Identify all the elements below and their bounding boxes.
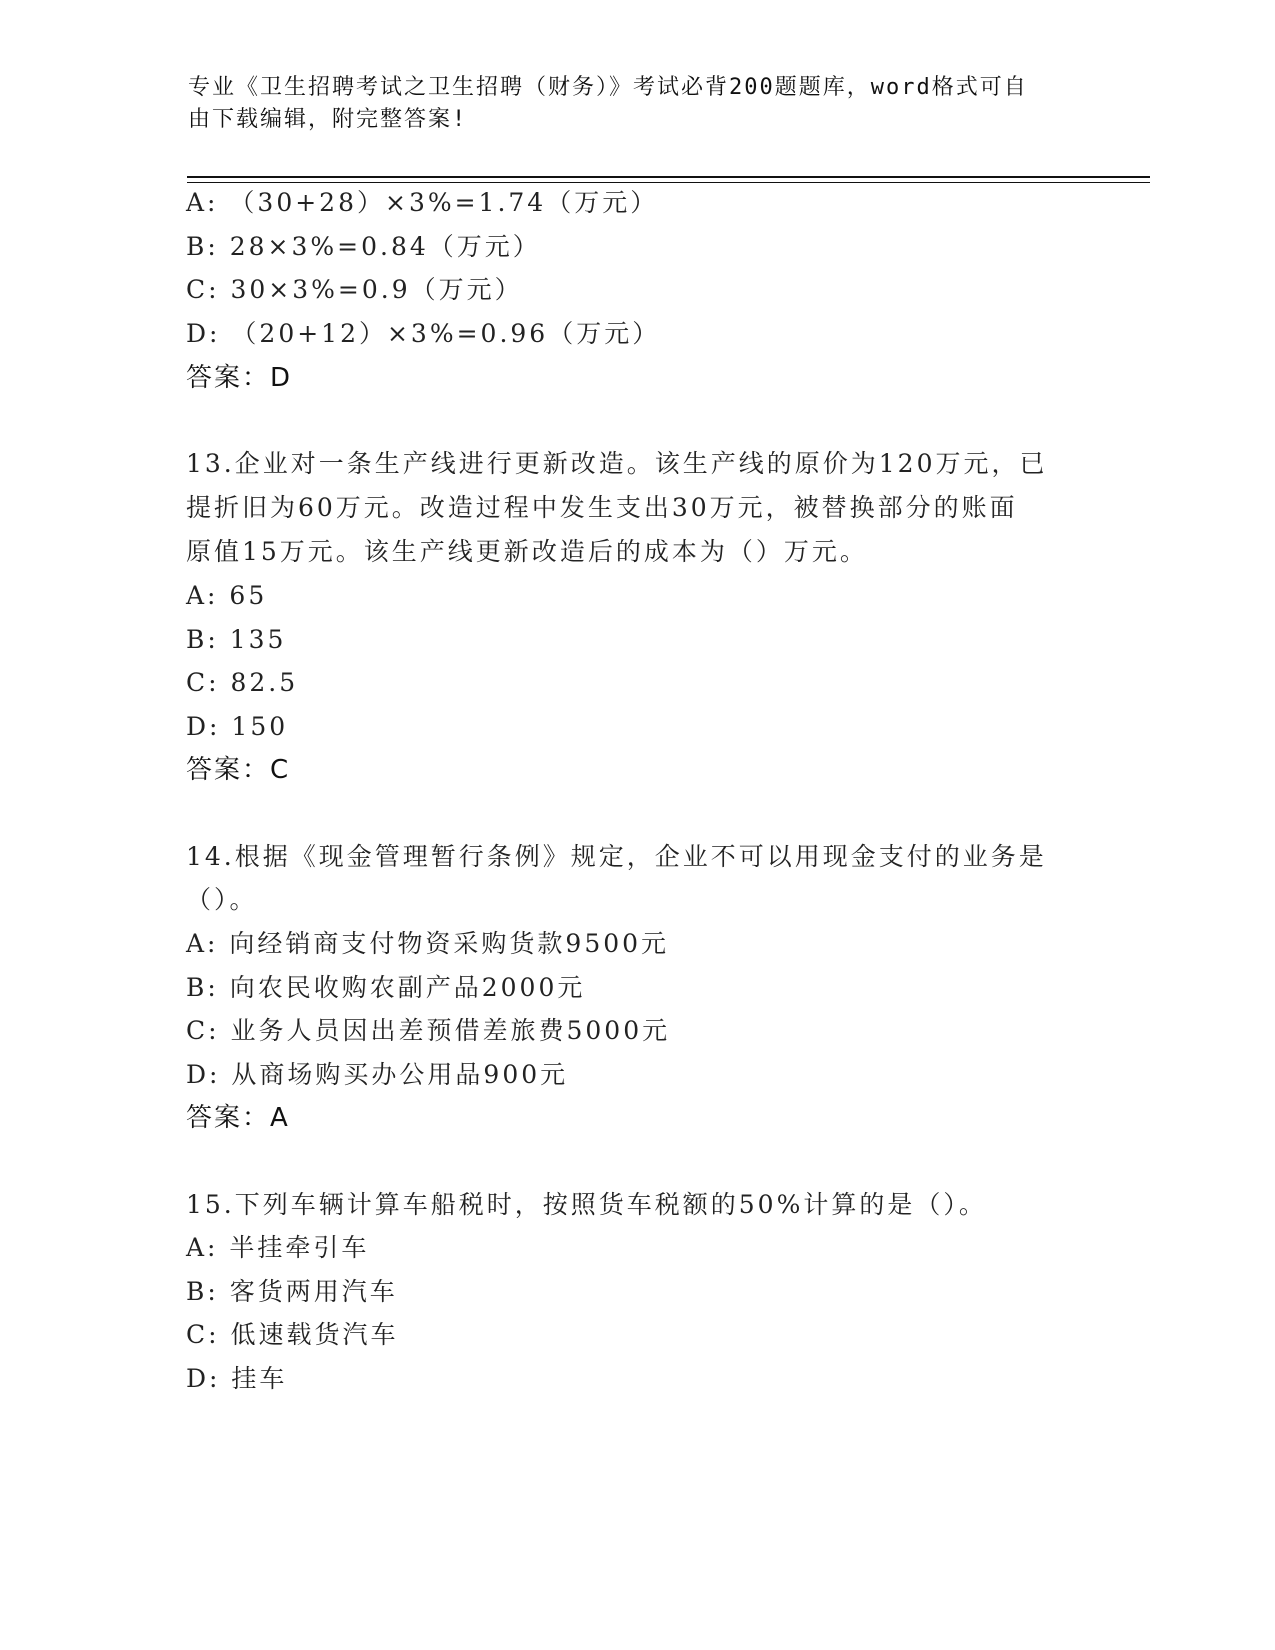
q12-option-b: B: 28×3%=0.84（万元）: [186, 232, 541, 261]
q14-option-a: A: 向经销商支付物资采购货款9500元: [186, 929, 670, 958]
q15-option-d: D: 挂车: [186, 1364, 288, 1393]
q13-option-b: B: 135: [186, 625, 287, 654]
q13-stem-line1: 13.企业对一条生产线进行更新改造。该生产线的原价为120万元，已: [186, 449, 1048, 478]
q14-stem-line2: （）。: [186, 885, 258, 914]
q13-stem-line2: 提折旧为60万元。改造过程中发生支出30万元，被替换部分的账面: [186, 493, 1018, 522]
q12-answer: 答案：D: [186, 363, 293, 393]
q12-option-a: A: （30+28）×3%=1.74（万元）: [186, 188, 659, 217]
q15-stem-line1: 15.下列车辆计算车船税时，按照货车税额的50%计算的是（）。: [186, 1190, 987, 1219]
q14-option-c: C: 业务人员因出差预借差旅费5000元: [186, 1016, 671, 1045]
header-title-line2: 由下载编辑，附完整答案!: [188, 107, 468, 132]
header-divider-thin: [187, 182, 1150, 183]
q15-option-c: C: 低速载货汽车: [186, 1320, 399, 1349]
header-title-line1: 专业《卫生招聘考试之卫生招聘（财务）》考试必背200题题库，word格式可自: [188, 75, 1028, 100]
header-divider: [187, 176, 1150, 178]
q13-option-a: A: 65: [186, 581, 268, 610]
q13-stem-line3: 原值15万元。该生产线更新改造后的成本为（）万元。: [186, 537, 868, 566]
q13-answer: 答案：C: [186, 755, 291, 785]
q14-option-b: B: 向农民收购农副产品2000元: [186, 973, 586, 1002]
q12-option-d: D: （20+12）×3%=0.96（万元）: [186, 319, 661, 348]
q14-stem-line1: 14.根据《现金管理暂行条例》规定，企业不可以用现金支付的业务是: [186, 842, 1047, 871]
q14-option-d: D: 从商场购买办公用品900元: [186, 1060, 569, 1089]
q15-option-a: A: 半挂牵引车: [186, 1233, 370, 1262]
document-header: [188, 72, 1088, 136]
q15-option-b: B: 客货两用汽车: [186, 1277, 398, 1306]
q13-option-c: C: 82.5: [186, 668, 299, 697]
q12-option-c: C: 30×3%=0.9（万元）: [186, 275, 523, 304]
q13-option-d: D: 150: [186, 712, 289, 741]
q14-answer: 答案：A: [186, 1103, 290, 1133]
